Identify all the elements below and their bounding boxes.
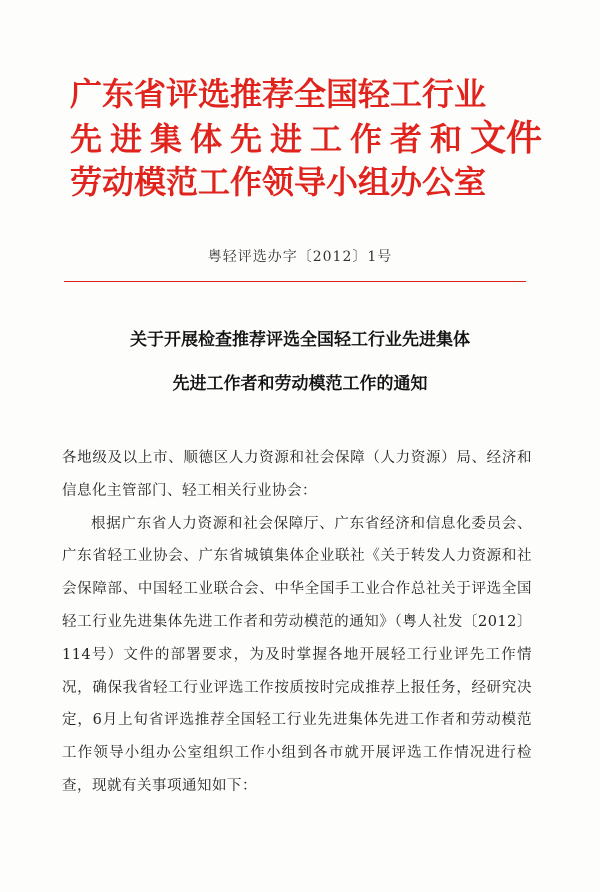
red-divider-rule	[64, 281, 526, 282]
body-paragraph-1: 根据广东省人力资源和社会保障厅、广东省经济和信息化委员会、广东省轻工业协会、广东省城镇集体企业联社《关于转发人力资源和社会保障部、中国轻工业联合会、中华全国手工业合作总社关于评选全国轻工行业先进集体先进工作者和劳动模范的通知》（粤人社发〔2012〕114号）文件的部署要求，为及时掌握各地开展轻工行业评先工作情况，确保我省轻工行业评选工作按质按时完成推荐上报任务，经研究决定，6月上旬省评选推荐全国轻工行业先进集体先进工作者和劳动模范工作领导小组办公室组织工作小组到各市就开展评选工作情况进行检查，现就有关事项通知如下：	[62, 515, 532, 794]
document-body	[62, 442, 532, 803]
masthead-line-2	[70, 116, 570, 160]
masthead-document-word: 文件	[470, 117, 543, 159]
masthead-line-3: 劳动模范工作领导小组办公室	[70, 163, 487, 201]
document-title	[0, 325, 600, 413]
masthead-line-2-text: 先进集体先进工作者和	[70, 120, 471, 158]
title-line-1: 关于开展检查推荐评选全国轻工行业先进集体	[130, 330, 470, 350]
document-masthead	[70, 72, 570, 204]
masthead-line-1: 广东省评选推荐全国轻工行业	[70, 75, 487, 113]
salutation: 各地级及以上市、顺德区人力资源和社会保障（人力资源）局、经济和信息化主管部门、轻工相关行业协会：	[62, 450, 532, 499]
document-number: 粤轻评选办字〔2012〕1号	[207, 249, 393, 265]
title-line-2: 先进工作者和劳动模范工作的通知	[172, 374, 428, 394]
